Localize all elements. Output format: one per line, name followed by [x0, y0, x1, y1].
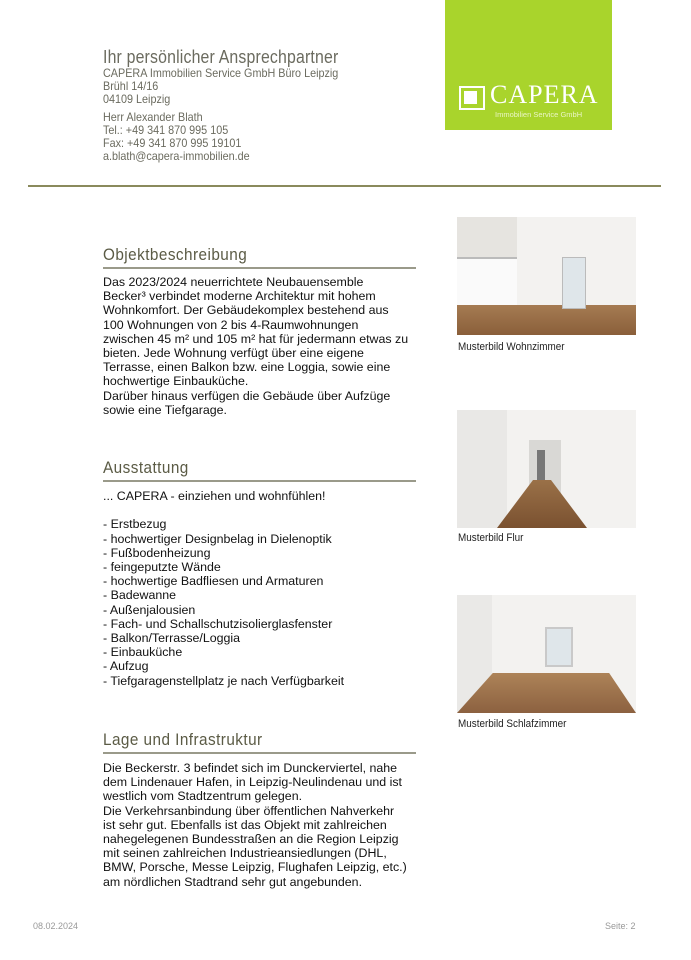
contact-email[interactable]: a.blath@capera-immobilien.de	[103, 149, 250, 163]
photo-caption: Musterbild Schlafzimmer	[458, 718, 567, 730]
header-divider	[28, 185, 661, 187]
contact-street: Brühl 14/16	[103, 79, 159, 93]
photo-schlafzimmer	[457, 595, 636, 713]
photo-flur	[457, 410, 636, 528]
contact-tel: Tel.: +49 341 870 995 105	[103, 123, 229, 137]
section-title-ausstattung: Ausstattung	[103, 458, 189, 477]
contact-city: 04109 Leipzig	[103, 92, 171, 106]
contact-block	[103, 48, 371, 163]
section-text-ausstattung: ... CAPERA - einziehen und wohnfühlen! - Erstbezug - hochwertiger Designbelag in Dielenoptik - Fußbodenheizung - feingeputzte Wände - hochwertige Badfliesen und Armaturen - Badewanne - Außenjalousien - Fach- und Schallschutzisolierglasfenster - Balkon/Terrasse/Loggia - Einbauküche - Aufzug - Tiefgaragenstellplatz je nach Verfügbarkeit	[103, 489, 345, 688]
footer-page-number: Seite: 2	[605, 921, 636, 931]
section-underline	[103, 267, 416, 269]
logo-name: CAPERA	[490, 80, 599, 109]
photo-caption: Musterbild Wohnzimmer	[458, 341, 565, 353]
section-underline	[103, 480, 416, 482]
footer-date: 08.02.2024	[33, 921, 79, 931]
photo-caption: Musterbild Flur	[458, 532, 524, 544]
logo-subtitle: Immobilien Service GmbH	[495, 110, 583, 119]
contact-company: CAPERA Immobilien Service GmbH Büro Leipzig	[103, 66, 339, 80]
logo-square-icon	[459, 86, 485, 110]
photo-wohnzimmer	[457, 217, 636, 335]
section-text-lage: Die Beckerstr. 3 befindet sich im Dunckerviertel, nahe dem Lindenauer Hafen, in Leipzig-Neulindenau und ist westlich vom Stadtzentrum gelegen. Die Verkehrsanbindung über öffentlichen Nahverkehr ist sehr gut. Ebenfalls ist das Objekt mit zahlreichen nahegelegenen Bundesstraßen an die Region Leipzig mit seinen zahlreichen Industrieansiedlungen (DHL, BMW, Porsche, Messe Leipzig, Flughafen Leipzig, etc.) am nördlichen Stadtrand sehr gut angebunden.	[103, 761, 407, 889]
section-text-objekt: Das 2023/2024 neuerrichtete Neubauensemble Becker³ verbindet moderne Architektur mit hohem Wohnkomfort. Der Gebäudekomplex bestehend aus 100 Wohnungen von 2 bis 4-Raumwohnungen zwischen 45 m² und 105 m² hat für jedermann etwas zu bieten. Jede Wohnung verfügt über eine eigene Terrasse, einen Balkon bzw. eine Loggia, sowie eine hochwertige Einbauküche. Darüber hinaus verfügen die Gebäude über Aufzüge sowie eine Tiefgarage.	[103, 275, 409, 417]
contact-title: Ihr persönlicher Ansprechpartner	[103, 47, 339, 67]
section-title-objekt: Objektbeschreibung	[103, 245, 248, 264]
contact-person: Herr Alexander Blath	[103, 110, 203, 124]
capera-logo	[445, 0, 612, 130]
contact-fax: Fax: +49 341 870 995 19101	[103, 136, 242, 150]
section-title-lage: Lage und Infrastruktur	[103, 730, 263, 749]
section-underline	[103, 752, 416, 754]
